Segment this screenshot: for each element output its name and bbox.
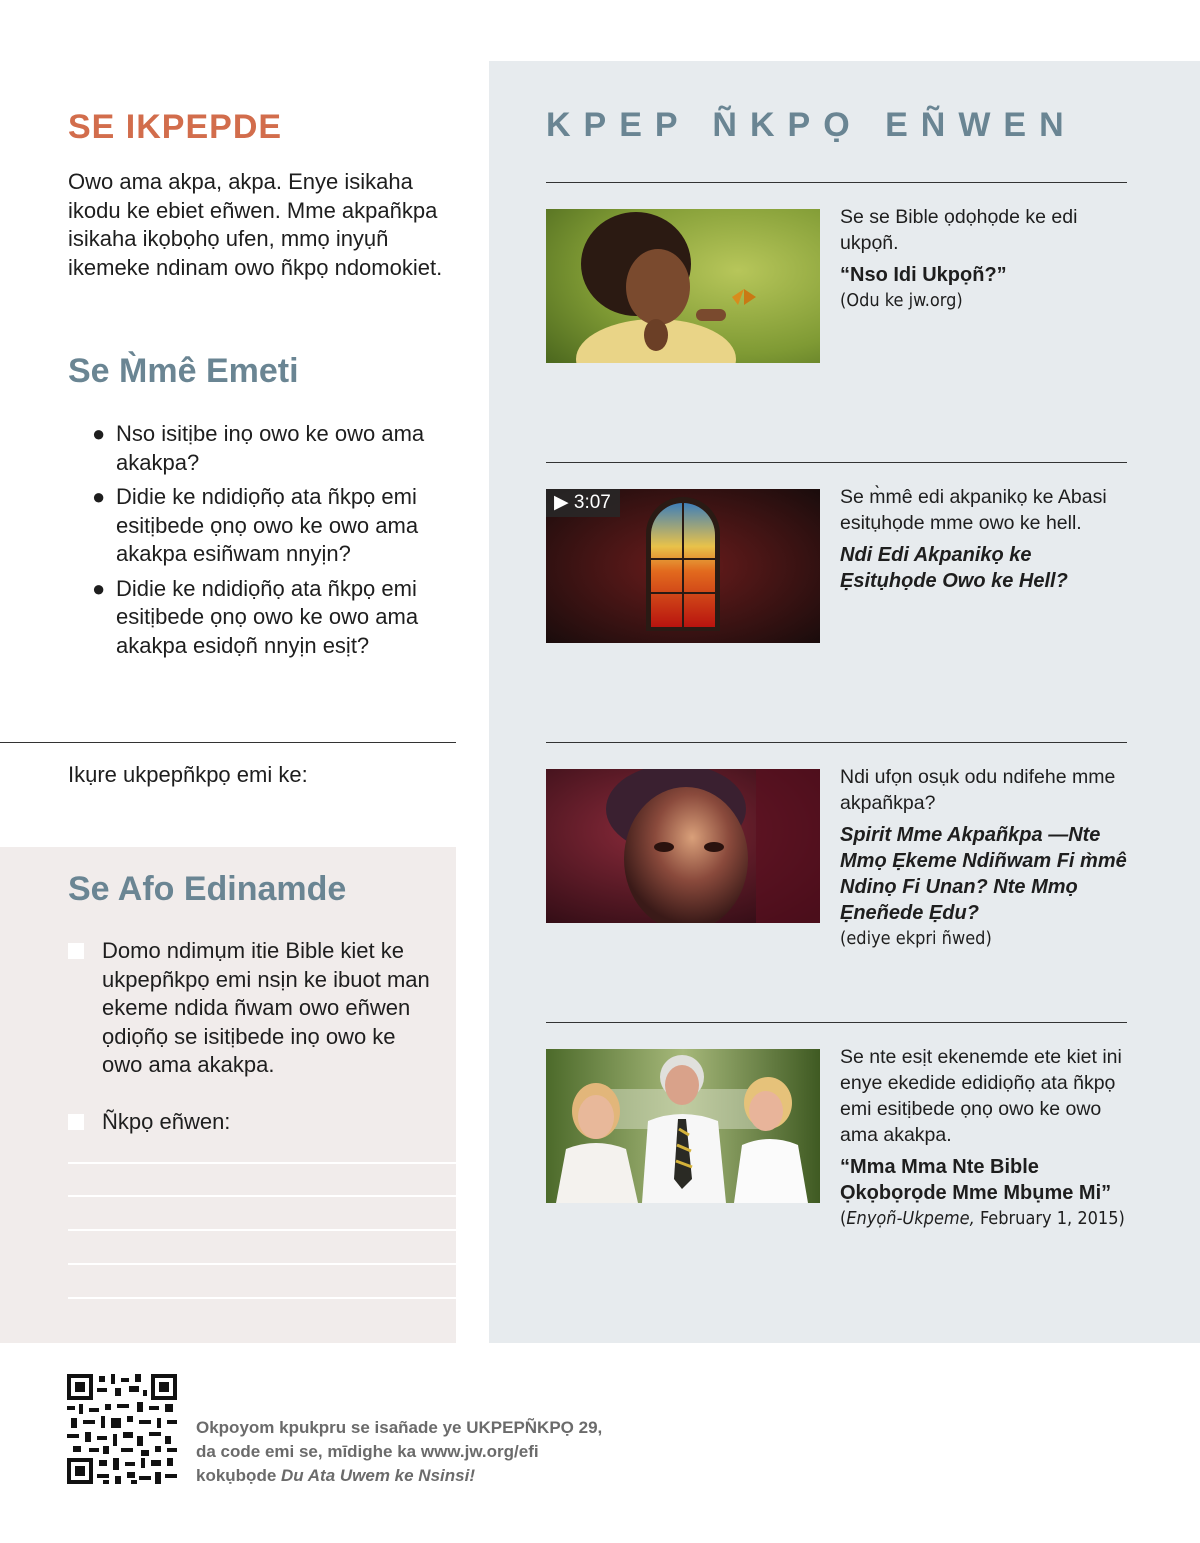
resource-source: (Odu ke jw.org) <box>840 290 963 311</box>
resource-description: Ndi ufọn osụk odu ndifehe mme akpañkpa? <box>840 766 1116 814</box>
footer-text: kokụbọde <box>196 1466 282 1485</box>
resource-source: (ediye ekpri ñwed) <box>840 928 992 949</box>
divider <box>0 742 456 743</box>
bullet-icon: ● <box>92 575 106 601</box>
summary-text: Owo ama akpa, akpa. Enye isikaha ikodu ke ebiet eñwen. Mme akpañkpa isikaha ikọbọhọ ufen, mmọ inyụñ ikemeke ndinam owo ñkpọ ndomokiet. <box>68 169 443 280</box>
video-stained-glass-fire-icon[interactable] <box>546 489 820 643</box>
review-question-text: Didie ke ndidiọñọ ata ñkpọ emi esitịbede ọnọ owo ke owo ama akakpa esidọñ nnyịn esịt? <box>116 575 419 658</box>
review-question-list <box>92 420 452 666</box>
footer-line: Okpoyom kpukpru se isañade ye UKPEPÑKPỌ 29, <box>196 1418 603 1437</box>
goal-checkbox-item[interactable] <box>68 937 438 1080</box>
resource-item <box>840 204 1130 314</box>
source-paren: ( <box>840 1208 847 1229</box>
goal-other-label: Ñkpọ eñwen: <box>102 1109 231 1134</box>
goal-checkbox-item-other[interactable] <box>68 1108 438 1137</box>
resource-title-link[interactable]: “Nso Idi Ukpọñ?” <box>840 264 1007 286</box>
divider <box>546 182 1127 183</box>
photo-face-in-light-icon[interactable] <box>546 769 820 923</box>
checkbox[interactable] <box>68 943 84 959</box>
goal-heading: Se Afo Edinamde <box>68 870 347 908</box>
footer-line[interactable]: da code emi se, mīdighe ka www.jw.org/efi <box>196 1442 539 1461</box>
source-date: February 1, 2015) <box>974 1208 1125 1229</box>
divider <box>546 462 1127 463</box>
bullet-icon: ● <box>92 421 106 446</box>
video-duration-badge: ▶ 3:07 <box>546 489 620 517</box>
review-heading: Se M̀mê Emeti <box>68 352 299 390</box>
review-question <box>92 575 452 661</box>
photo-girl-butterfly-icon[interactable] <box>546 209 820 363</box>
resource-description: Se nte esịt ekenemde ete kiet ini enye ekedide edidiọñọ ata ñkpọ emi esitịbede ọnọ owo ke owo ama akakpa. <box>840 1046 1122 1146</box>
checkbox[interactable] <box>68 1114 84 1130</box>
resource-item <box>840 1044 1130 1232</box>
footer-line <box>196 1464 656 1488</box>
resource-description: Se m̀mê edi akpanikọ ke Abasi esitụhọde mme owo ke hell. <box>840 486 1107 534</box>
bullet-icon: ● <box>92 484 106 509</box>
source-publication: Enyọñ-Ukpeme, <box>846 1208 975 1229</box>
photo-three-people-talking-icon[interactable] <box>546 1049 820 1203</box>
explore-heading: KPEP ÑKPỌ EÑWEN <box>546 106 1077 144</box>
goal-text: Domo ndimụm itie Bible kiet ke ukpepñkpọ emi nsịn ke ibuot man ekeme ndida ñwam owo eñwen ọdiọñọ se isitịbede inọ owo ke owo ama akakpa. <box>102 938 430 1077</box>
resource-title-link[interactable]: Ndi Edi Akpanikọ ke Ẹsitụhọde Owo ke Hell? <box>840 544 1068 592</box>
write-in-line[interactable] <box>68 1229 456 1231</box>
write-in-line[interactable] <box>68 1297 456 1299</box>
resource-item <box>840 764 1130 952</box>
resource-source <box>840 1206 1130 1232</box>
write-in-line[interactable] <box>68 1263 456 1265</box>
resource-title-link[interactable]: Spirit Mme Akpañkpa —Nte Mmọ Ẹkeme Ndiñwam Fi m̀mê Ndinọ Fi Unan? Nte Mmọ Ẹneñede Ẹdu? <box>840 824 1127 924</box>
divider <box>546 1022 1127 1023</box>
completed-date-label: Ikụre ukpepñkpọ emi ke: <box>68 762 308 787</box>
resource-description: Se se Bible ọdọhọde ke edi ukpọñ. <box>840 206 1078 254</box>
qr-code-icon[interactable] <box>67 1374 177 1484</box>
review-question <box>92 483 452 569</box>
resource-item <box>840 484 1130 594</box>
review-question <box>92 420 452 477</box>
write-in-line[interactable] <box>68 1195 456 1197</box>
review-question-text: Didie ke ndidiọñọ ata ñkpọ emi esitịbede ọnọ owo ke owo ama akakpa esiñwam nnyịn? <box>116 484 419 566</box>
summary-heading: SE IKPEPDE <box>68 108 283 146</box>
review-question-text: Nso isitịbe inọ owo ke owo ama akakpa? <box>116 421 425 475</box>
divider <box>546 742 1127 743</box>
goal-panel-background <box>0 847 456 1343</box>
footer-publication: Du Ata Uwem ke Nsinsi! <box>281 1466 475 1485</box>
resource-title-link[interactable]: “Mma Mma Nte Bible Ọkọbọrọde Mme Mbụme Mi” <box>840 1156 1112 1204</box>
write-in-line[interactable] <box>68 1162 456 1164</box>
footer-note <box>196 1416 656 1488</box>
